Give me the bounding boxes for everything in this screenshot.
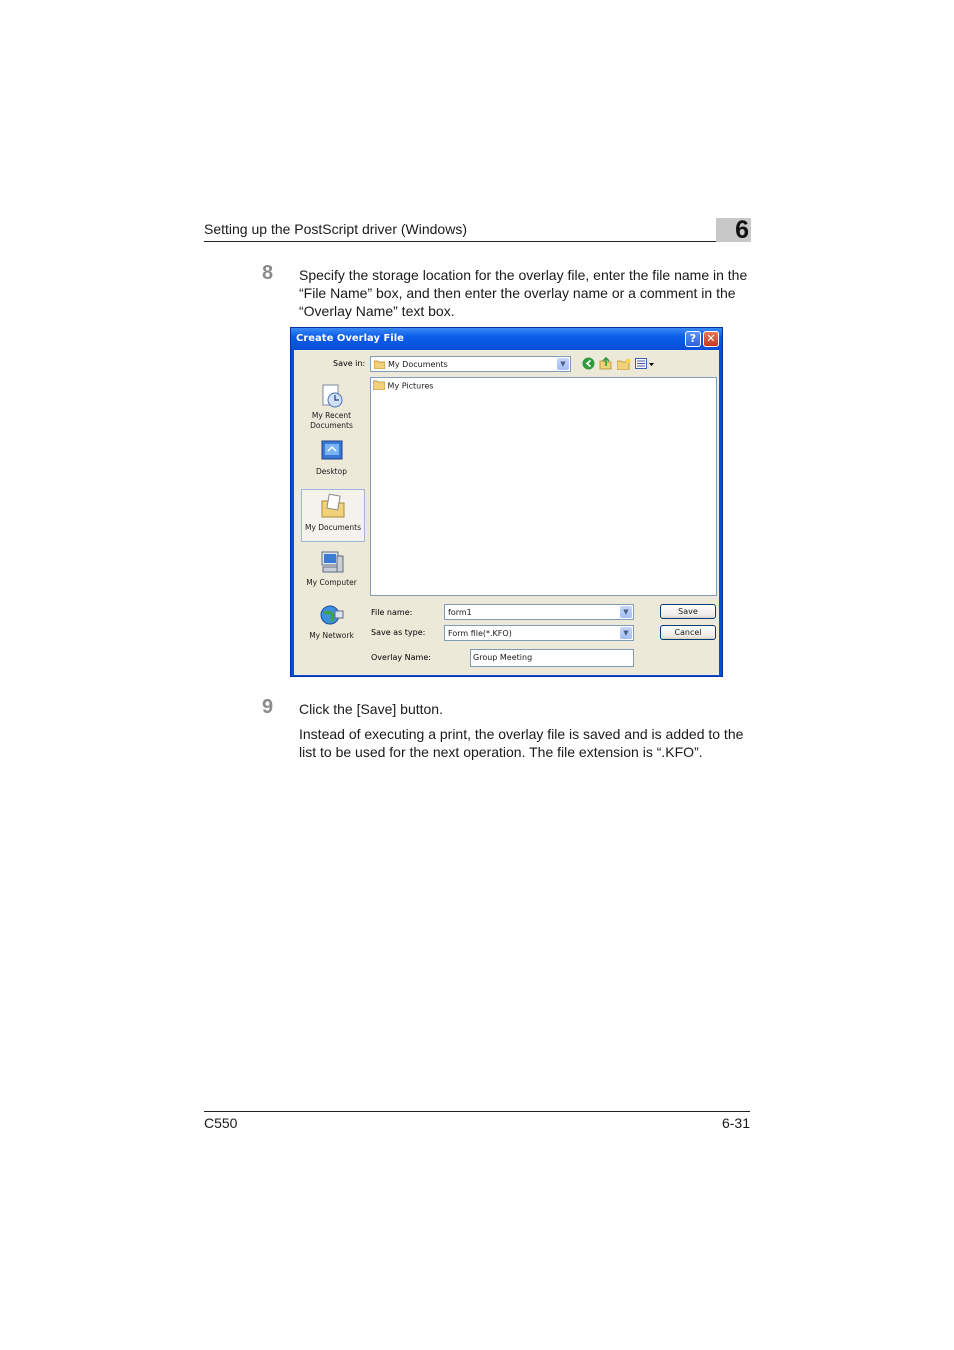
place-my-computer[interactable]	[299, 547, 364, 595]
dialog-title: Create Overlay File	[296, 333, 404, 344]
file-name: My Pictures	[387, 381, 434, 391]
file-name-label: File name:	[371, 608, 413, 617]
footer-model: C550	[204, 1115, 238, 1131]
folder-icon	[374, 360, 385, 371]
my-documents-icon	[302, 490, 364, 523]
place-my-recent-documents[interactable]	[299, 381, 364, 433]
save-as-type-dropdown[interactable]	[444, 625, 634, 641]
place-label: My Documents	[304, 523, 362, 532]
place-my-documents[interactable]	[301, 489, 365, 542]
header-rule	[204, 241, 750, 242]
place-desktop[interactable]	[299, 437, 364, 483]
place-label: My Computer	[306, 578, 357, 587]
recent-documents-icon	[299, 381, 364, 411]
cancel-button[interactable]: Cancel	[660, 625, 716, 640]
step-text: Specify the storage location for the overlay file, enter the file name in the “File Name” box, and then enter the overlay name or a comment in the “Overlay Name” text box.	[299, 267, 748, 319]
chevron-down-icon: ▼	[557, 358, 569, 370]
dialog-body	[294, 350, 719, 675]
up-folder-icon[interactable]	[599, 356, 612, 375]
new-folder-icon[interactable]	[617, 357, 631, 375]
step-text: Click the [Save] button.	[299, 701, 443, 717]
chevron-down-icon: ▼	[620, 606, 632, 618]
my-computer-icon	[299, 547, 364, 578]
save-in-value: My Documents	[388, 360, 448, 369]
file-name-input[interactable]	[444, 604, 634, 620]
overlay-name-input[interactable]: Group Meeting	[470, 649, 634, 667]
file-name-value: form1	[448, 608, 472, 617]
footer-page-number: 6-31	[721, 1115, 750, 1131]
dialog-title-bar	[291, 328, 722, 350]
overlay-name-label: Overlay Name:	[371, 653, 431, 662]
place-label: My Recent Documents	[310, 411, 353, 430]
step-number: 9	[262, 696, 274, 718]
chapter-number: 6	[735, 216, 749, 244]
places-bar	[299, 377, 366, 638]
page-header-title: Setting up the PostScript driver (Windows)	[204, 221, 467, 237]
step-note: Instead of executing a print, the overlay file is saved and is added to the list to be used for the next operation. The file extension is “.KFO”.	[299, 726, 744, 760]
save-in-dropdown[interactable]	[370, 356, 571, 372]
folder-icon	[373, 380, 385, 392]
file-list[interactable]	[370, 377, 717, 596]
save-as-type-value: Form file(*.KFO)	[448, 629, 512, 638]
place-my-network[interactable]	[299, 601, 364, 641]
save-button[interactable]: Save	[660, 604, 716, 619]
my-network-icon	[299, 601, 364, 631]
desktop-icon	[299, 437, 364, 467]
step-number: 8	[262, 262, 274, 284]
list-item[interactable]	[373, 380, 433, 392]
save-in-label: Save in:	[333, 359, 366, 368]
place-label: Desktop	[316, 467, 347, 476]
close-button[interactable]: ✕	[703, 331, 719, 347]
footer-rule	[204, 1111, 750, 1112]
create-overlay-file-dialog	[290, 327, 723, 677]
help-button[interactable]: ?	[685, 331, 701, 347]
view-menu-icon[interactable]	[635, 357, 655, 375]
back-icon[interactable]	[582, 357, 595, 375]
save-as-type-label: Save as type:	[371, 628, 426, 637]
chevron-down-icon: ▼	[620, 627, 632, 639]
place-label: My Network	[309, 631, 354, 640]
